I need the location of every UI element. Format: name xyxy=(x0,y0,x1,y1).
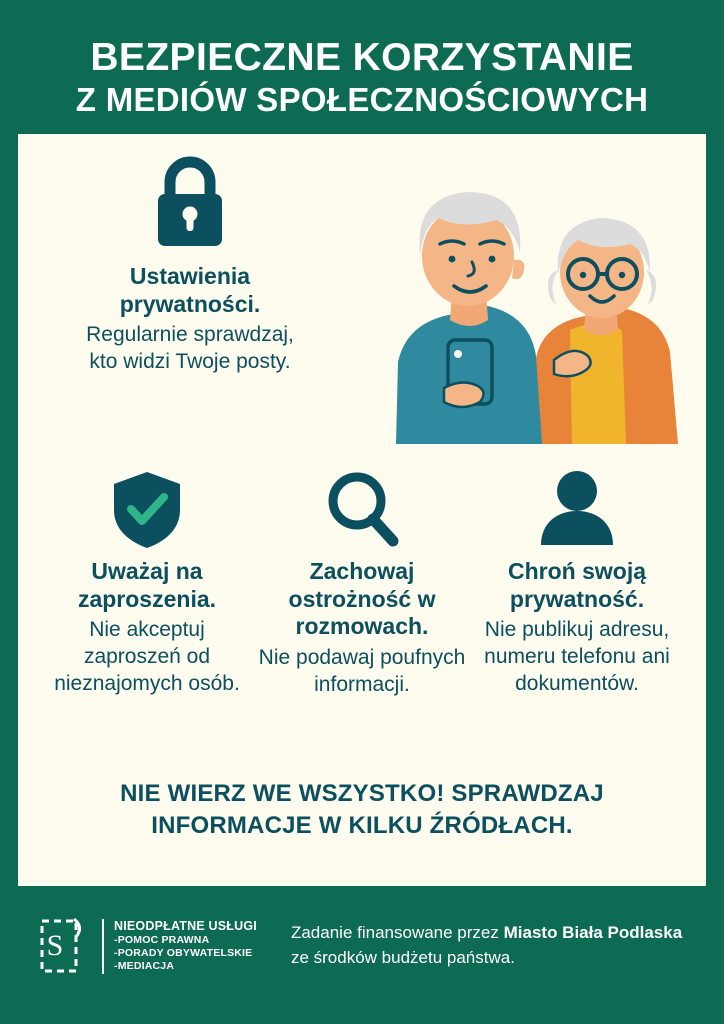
tips-row xyxy=(18,466,706,699)
logo-line-3: -PORADY OBYWATELSKIE xyxy=(114,947,253,960)
tip-title: Ustawienia prywatności. xyxy=(119,263,261,317)
funding-city: Miasto Biała Podlaska xyxy=(503,923,683,943)
poster-header xyxy=(18,18,706,134)
header-title-line1: BEZPIECZNE KORZYSTANIE xyxy=(90,35,634,79)
logo-line-1: NIEODPŁATNE USŁUGI xyxy=(114,918,257,933)
header-title-line2: Z MEDIÓW SPOŁECZNOŚCIOWYCH xyxy=(75,80,649,118)
tip-body: Regularnie sprawdzaj, kto widzi Twoje posty. xyxy=(86,323,294,374)
tip-title: Zachowaj ostrożność w rozmowach. xyxy=(288,558,436,640)
tip-body: Nie publikuj adresu, numeru telefonu ani dokumentów. xyxy=(484,618,670,695)
tip-title: Uważaj na zaproszenia. xyxy=(77,558,217,612)
logo-line-4: -MEDIACJA xyxy=(114,960,175,973)
tip-body: Nie podawaj poufnych informacji. xyxy=(258,645,466,696)
banner-line2: INFORMACJE W KILKU ŹRÓDŁACH. xyxy=(151,812,573,840)
tip-privacy-settings xyxy=(70,152,310,376)
seniors-illustration xyxy=(340,144,692,444)
top-section xyxy=(18,134,706,452)
logo-line-2: -POMOC PRAWNA xyxy=(114,934,210,947)
tip-invitations xyxy=(40,466,254,699)
svg-text:S: S xyxy=(46,929,64,962)
content-card xyxy=(18,134,706,886)
funding-pre: Zadanie finansowane przez xyxy=(290,923,504,943)
banner-line1: NIE WIERZ WE WSZYSTKO! SPRAWDZAJ xyxy=(120,780,604,807)
funding-post: ze środków budżetu państwa. xyxy=(290,948,515,967)
warning-banner xyxy=(18,778,706,843)
tip-title: Chroń swoją prywatność. xyxy=(507,558,646,612)
npp-logo-text xyxy=(102,919,257,974)
funding-note xyxy=(291,921,682,970)
tip-personal-data xyxy=(470,466,684,699)
shield-check-icon xyxy=(40,466,254,552)
user-icon xyxy=(470,466,684,552)
lock-icon xyxy=(70,152,310,253)
tip-body: Nie akceptuj zaproszeń od nieznajomych osób. xyxy=(54,618,240,695)
npp-logo-icon xyxy=(34,915,92,977)
tip-conversations xyxy=(255,466,469,699)
poster-footer xyxy=(18,886,706,1006)
magnifier-icon xyxy=(255,466,469,552)
